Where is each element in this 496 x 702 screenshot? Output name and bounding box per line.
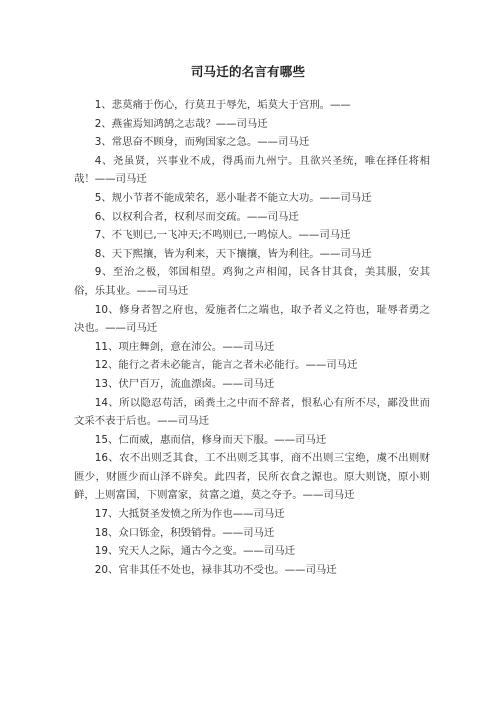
quote-item: 13、伏尸百万，流血漂卤。——司马迁 [94,377,275,390]
quote-item: 17、大抵贤圣发愤之所为作也——司马迁 [94,508,285,521]
quote-item: 19、究天人之际，通古今之变。——司马迁 [94,545,296,558]
quote-list [74,96,430,579]
page-title: 司马迁的名言有哪些 [190,64,306,79]
quote-item: 12、能行之者未必能言，能言之者未必能行。——司马迁 [94,359,358,372]
quote-item: 4、尧虽贤，兴事业不成，得禹而九州宁。且欲兴圣统，唯在择任将相哉！——司马迁 [74,154,430,186]
quote-item: 15、仁而威，惠而信，修身而天下服。——司马迁 [94,433,327,446]
quote-item: 11、项庄舞剑，意在沛公。——司马迁 [94,340,275,353]
quote-item: 20、官非其任不处也，禄非其功不受也。——司马迁 [94,563,337,576]
quote-item: 5、规小节者不能成荣名，恶小耻者不能立大功。——司马迁 [94,191,372,204]
quote-item: 18、众口铄金，积毁销骨。——司马迁 [94,526,275,539]
quote-item: 10、修身者智之府也，爱施者仁之端也，取予者义之符也，耻辱者勇之决也。——司马迁 [74,303,430,335]
quote-item: 6、以权利合者，权利尽而交疏。——司马迁 [94,210,299,223]
quote-item: 2、燕雀焉知鸿鹄之志哉？——司马迁 [94,117,268,130]
quote-item: 14、所以隐忍苟活，函粪土之中而不辞者，恨私心有所不尽，鄙没世而文采不表于后也。——司马迁 [74,396,430,428]
quote-item: 8、天下熙攘，皆为利来，天下攘攘，皆为利往。——司马迁 [94,247,372,260]
quote-item: 9、至治之极，邻国相望。鸡狗之声相闻，民各甘其食，美其服，安其俗，乐其业。——司马迁 [74,266,430,297]
quote-item: 1、悲莫痛于伤心，行莫丑于辱先，垢莫大于宫刑。—— [94,99,351,111]
quote-item: 3、常思奋不顾身，而殉国家之急。——司马迁 [94,136,310,149]
quote-item: 16、农不出则乏其食，工不出则乏其事，商不出则三宝绝，虞不出则财匮少，财匮少而山泽不辟矣。此四者，民所衣食之源也。原大则饶，原小则鲜，上则富国，下则富家，贫富之道，莫之夺予。——司马迁 [74,452,430,502]
quote-item: 7、不飞则已,一飞冲天;不鸣则已,一鸣惊人。——司马迁 [94,229,351,242]
